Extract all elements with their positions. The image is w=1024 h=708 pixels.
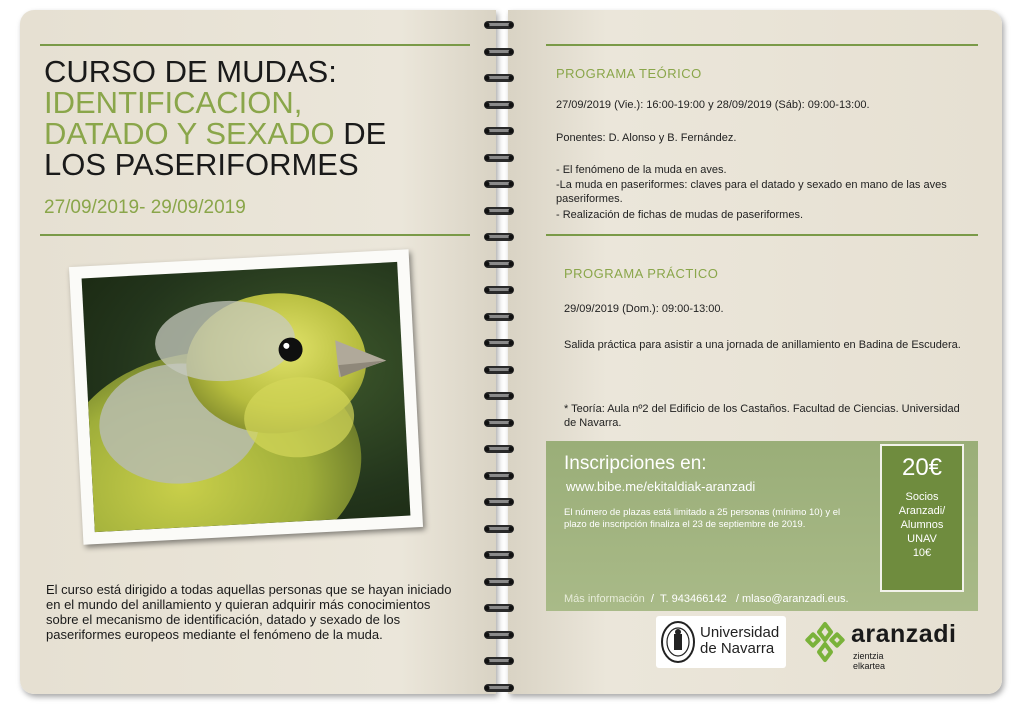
spiral-ring (483, 71, 515, 83)
title-line-1: CURSO DE MUDAS: (44, 54, 337, 89)
bird-photo (82, 262, 411, 532)
unav-name-line-1: Universidad (700, 624, 780, 641)
bird-photo-frame (69, 249, 423, 544)
spiral-ring (483, 257, 515, 269)
course-title (44, 56, 474, 180)
spiral-ring (483, 310, 515, 322)
spiral-ring (483, 124, 515, 136)
spiral-ring (483, 601, 515, 613)
spiral-ring (483, 628, 515, 640)
spiral-ring (483, 45, 515, 57)
registration-url[interactable]: www.bibe.me/ekitaldiak-aranzadi (566, 479, 756, 494)
spiral-ring (483, 575, 515, 587)
spiral-ring (483, 681, 515, 693)
spiral-ring (483, 98, 515, 110)
spiral-ring (483, 416, 515, 428)
price-box (880, 444, 964, 592)
registration-limit: El número de plazas está limitado a 25 personas (mínimo 10) y el plazo de inscripción finaliza el 23 de septiembre de 2019. (564, 507, 841, 530)
spiral-ring (483, 204, 515, 216)
unav-name-line-2: de Navarra (700, 640, 775, 657)
location-note: * Teoría: Aula nº2 del Edificio de los Castaños. Facultad de Ciencias. Universidad de Navarra. (564, 403, 960, 429)
practice-schedule: 29/09/2019 (Dom.): 09:00-13:00. (564, 303, 724, 315)
mid-divider-right (546, 234, 978, 236)
title-line-2: IDENTIFICACION, (44, 85, 303, 120)
spiral-ring (483, 442, 515, 454)
theory-speakers: Ponentes: D. Alonso y B. Fernández. (556, 132, 737, 144)
bird-illustration (82, 262, 411, 532)
course-dates: 27/09/2019- 29/09/2019 (44, 197, 246, 218)
spiral-ring (483, 389, 515, 401)
aranzadi-leaf-icon (803, 620, 847, 664)
spiral-ring (483, 469, 515, 481)
spiral-ring (483, 363, 515, 375)
unav-seal-icon (660, 620, 696, 664)
course-description: El curso está dirigido a todas aquellas personas que se hayan iniciado en el mundo del anillamiento y quieran adquirir más conocimientos sobre el mecanismo de identificación, datado y sexado de los paseriformes europeos mediante el fenómeno de la muda. (46, 582, 452, 642)
price-line-3: Alumnos (900, 519, 944, 531)
practice-heading: PROGRAMA PRÁCTICO (564, 266, 719, 281)
practice-description: Salida práctica para asistir a una jornada de anillamiento en Badina de Escudera. (564, 339, 961, 351)
theory-item-2: -La muda en paseriformes: claves para el datado y sexado en mano de las aves paseriformes. (556, 179, 947, 205)
contact-email[interactable]: / mlaso@aranzadi.eus. (735, 593, 849, 605)
spiral-ring (483, 495, 515, 507)
spiral-ring (483, 522, 515, 534)
theory-heading: PROGRAMA TEÓRICO (556, 66, 702, 81)
theory-schedule: 27/09/2019 (Vie.): 16:00-19:00 y 28/09/2019 (Sáb): 09:00-13:00. (556, 99, 870, 111)
spiral-ring (483, 151, 515, 163)
contact-phone[interactable]: T. 943466142 (660, 593, 727, 605)
price-line-1: Socios (905, 491, 939, 503)
theory-item-3: - Realización de fichas de mudas de paseriformes. (556, 209, 804, 221)
spiral-ring (483, 548, 515, 560)
contact-separator: / (650, 593, 654, 605)
spiral-ring (483, 177, 515, 189)
spiral-ring (483, 283, 515, 295)
aranzadi-tagline: zientzia elkartea (853, 651, 886, 671)
price-line-5: 10€ (912, 547, 932, 559)
price-line-4: UNAV (907, 533, 937, 545)
spiral-ring (483, 336, 515, 348)
theory-item-1: - El fenómeno de la muda en aves. (556, 164, 727, 176)
spiral-ring (483, 654, 515, 666)
top-divider-right (546, 44, 978, 46)
title-line-4: LOS PASERIFORMES (44, 147, 359, 182)
contact-line (564, 593, 849, 605)
title-line-3-green: DATADO Y SEXADO (44, 116, 335, 151)
aranzadi-name: aranzadi (851, 620, 957, 648)
mid-divider-left (40, 234, 470, 236)
price-members (882, 490, 962, 560)
top-divider-left (40, 44, 470, 46)
registration-heading: Inscripciones en: (564, 453, 707, 474)
more-info-label: Más información (564, 593, 645, 605)
spiral-ring (483, 18, 515, 30)
price-line-2: Aranzadi/ (898, 505, 946, 517)
price-main: 20€ (901, 454, 943, 481)
spiral-ring (483, 230, 515, 242)
title-line-3-black: DE (334, 116, 387, 151)
